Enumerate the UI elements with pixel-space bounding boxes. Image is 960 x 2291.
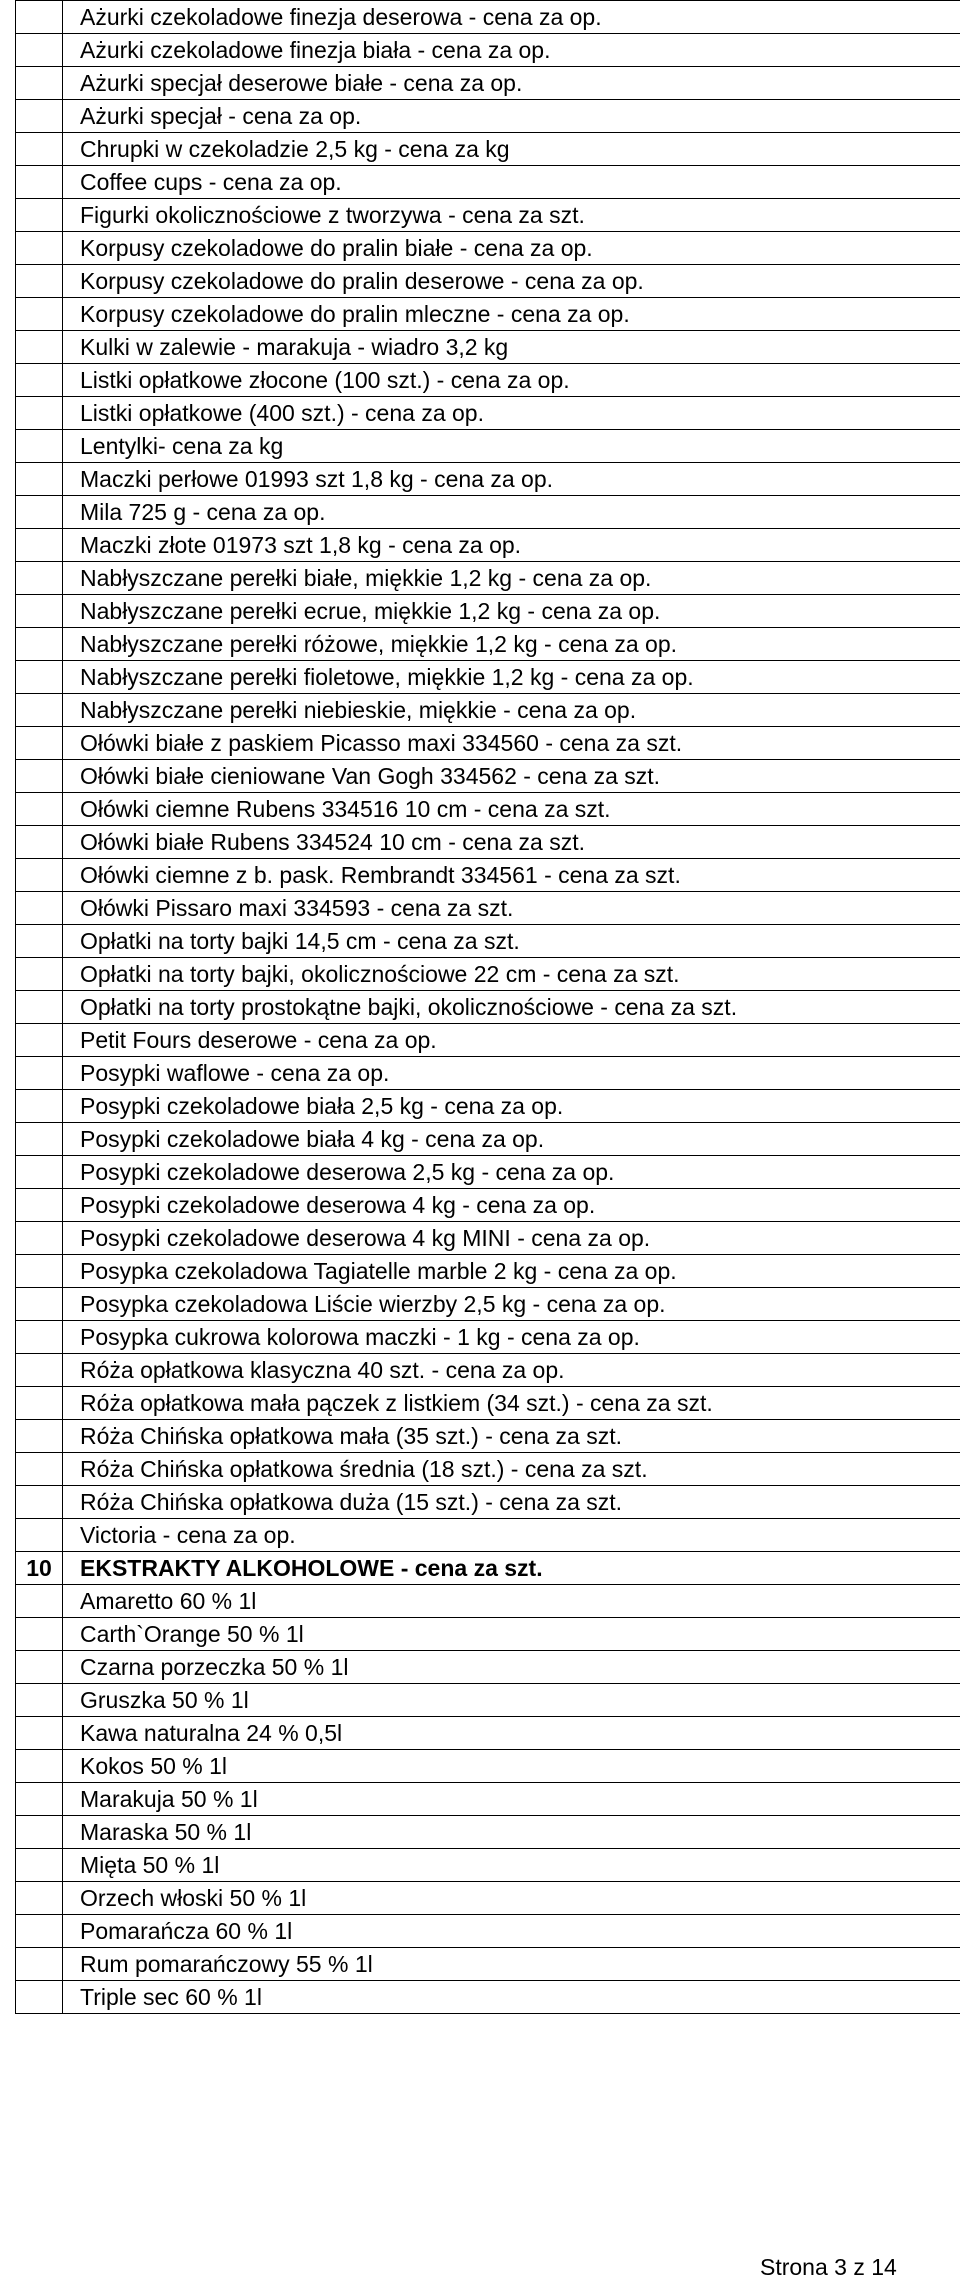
product-table-body bbox=[16, 1, 960, 2014]
product-name: Ołówki białe Rubens 334524 10 cm - cena za szt. bbox=[63, 826, 960, 859]
table-row bbox=[16, 1321, 960, 1354]
table-row bbox=[16, 1, 960, 34]
table-row bbox=[16, 1585, 960, 1618]
product-name: Pomarańcza 60 % 1l bbox=[63, 1915, 960, 1948]
product-name: Lentylki- cena za kg bbox=[63, 430, 960, 463]
table-row bbox=[16, 958, 960, 991]
row-number-cell bbox=[16, 1057, 63, 1090]
row-number-cell bbox=[16, 826, 63, 859]
product-name: Ażurki czekoladowe finezja deserowa - cena za op. bbox=[63, 1, 960, 34]
table-row bbox=[16, 1882, 960, 1915]
table-row bbox=[16, 463, 960, 496]
page-number: Strona 3 z 14 bbox=[760, 2254, 897, 2280]
product-name: Marakuja 50 % 1l bbox=[63, 1783, 960, 1816]
table-row bbox=[16, 859, 960, 892]
product-name: Nabłyszczane perełki ecrue, miękkie 1,2 kg - cena za op. bbox=[63, 595, 960, 628]
table-row bbox=[16, 1057, 960, 1090]
row-number-cell bbox=[16, 1156, 63, 1189]
row-number-cell bbox=[16, 529, 63, 562]
table-row bbox=[16, 1915, 960, 1948]
row-number-cell bbox=[16, 1453, 63, 1486]
product-name: Ołówki białe z paskiem Picasso maxi 334560 - cena za szt. bbox=[63, 727, 960, 760]
product-name: Róża opłatkowa klasyczna 40 szt. - cena za op. bbox=[63, 1354, 960, 1387]
row-number-cell bbox=[16, 1420, 63, 1453]
row-number-cell bbox=[16, 1222, 63, 1255]
row-number-cell bbox=[16, 991, 63, 1024]
table-row bbox=[16, 364, 960, 397]
row-number-cell bbox=[16, 1915, 63, 1948]
product-name: Opłatki na torty bajki 14,5 cm - cena za szt. bbox=[63, 925, 960, 958]
row-number-cell bbox=[16, 496, 63, 529]
row-number-cell bbox=[16, 1123, 63, 1156]
product-name: Korpusy czekoladowe do pralin mleczne - cena za op. bbox=[63, 298, 960, 331]
row-number-cell bbox=[16, 1354, 63, 1387]
product-name: Maczki perłowe 01993 szt 1,8 kg - cena za op. bbox=[63, 463, 960, 496]
row-number-cell bbox=[16, 364, 63, 397]
product-name: Róża Chińska opłatkowa mała (35 szt.) - cena za szt. bbox=[63, 1420, 960, 1453]
table-row bbox=[16, 1387, 960, 1420]
product-name: Ołówki Pissaro maxi 334593 - cena za szt. bbox=[63, 892, 960, 925]
row-number-cell bbox=[16, 1783, 63, 1816]
table-row bbox=[16, 925, 960, 958]
row-number-cell bbox=[16, 760, 63, 793]
product-name: Kokos 50 % 1l bbox=[63, 1750, 960, 1783]
table-row bbox=[16, 826, 960, 859]
product-name: Coffee cups - cena za op. bbox=[63, 166, 960, 199]
product-name: Petit Fours deserowe - cena za op. bbox=[63, 1024, 960, 1057]
row-number-cell bbox=[16, 1, 63, 34]
table-row bbox=[16, 34, 960, 67]
row-number-cell bbox=[16, 133, 63, 166]
product-name: Chrupki w czekoladzie 2,5 kg - cena za kg bbox=[63, 133, 960, 166]
table-row bbox=[16, 397, 960, 430]
table-row bbox=[16, 331, 960, 364]
table-row bbox=[16, 1288, 960, 1321]
row-number-cell bbox=[16, 628, 63, 661]
row-number-cell bbox=[16, 265, 63, 298]
table-row bbox=[16, 1750, 960, 1783]
table-row bbox=[16, 1519, 960, 1552]
table-row bbox=[16, 562, 960, 595]
product-name: Posypki czekoladowe biała 4 kg - cena za op. bbox=[63, 1123, 960, 1156]
table-row bbox=[16, 1255, 960, 1288]
table-row bbox=[16, 100, 960, 133]
row-number-cell bbox=[16, 1948, 63, 1981]
table-row bbox=[16, 1486, 960, 1519]
row-number-cell bbox=[16, 298, 63, 331]
row-number-cell bbox=[16, 1618, 63, 1651]
table-row bbox=[16, 1156, 960, 1189]
table-row bbox=[16, 1717, 960, 1750]
product-name: Kulki w zalewie - marakuja - wiadro 3,2 kg bbox=[63, 331, 960, 364]
product-name: Victoria - cena za op. bbox=[63, 1519, 960, 1552]
row-number-cell bbox=[16, 661, 63, 694]
table-row bbox=[16, 1948, 960, 1981]
product-table bbox=[15, 0, 960, 2014]
row-number-cell bbox=[16, 694, 63, 727]
product-name: Gruszka 50 % 1l bbox=[63, 1684, 960, 1717]
product-name: Maczki złote 01973 szt 1,8 kg - cena za op. bbox=[63, 529, 960, 562]
product-name: Nabłyszczane perełki różowe, miękkie 1,2 kg - cena za op. bbox=[63, 628, 960, 661]
table-row bbox=[16, 1189, 960, 1222]
row-number-cell bbox=[16, 1981, 63, 2014]
table-row bbox=[16, 1090, 960, 1123]
table-row bbox=[16, 199, 960, 232]
product-list-sheet bbox=[15, 0, 960, 2014]
row-number-cell bbox=[16, 1750, 63, 1783]
table-row bbox=[16, 661, 960, 694]
product-name: Posypka czekoladowa Liście wierzby 2,5 kg - cena za op. bbox=[63, 1288, 960, 1321]
table-row bbox=[16, 595, 960, 628]
product-name: Listki opłatkowe złocone (100 szt.) - cena za op. bbox=[63, 364, 960, 397]
row-number-cell bbox=[16, 562, 63, 595]
table-row bbox=[16, 430, 960, 463]
row-number-cell bbox=[16, 1651, 63, 1684]
product-name: Nabłyszczane perełki białe, miękkie 1,2 kg - cena za op. bbox=[63, 562, 960, 595]
product-name: Posypki czekoladowe deserowa 4 kg MINI - cena za op. bbox=[63, 1222, 960, 1255]
product-name: Róża Chińska opłatkowa duża (15 szt.) - cena za szt. bbox=[63, 1486, 960, 1519]
table-row bbox=[16, 1816, 960, 1849]
row-number-cell bbox=[16, 1090, 63, 1123]
table-row bbox=[16, 892, 960, 925]
table-row bbox=[16, 133, 960, 166]
row-number-cell bbox=[16, 1882, 63, 1915]
product-name: Amaretto 60 % 1l bbox=[63, 1585, 960, 1618]
row-number-cell bbox=[16, 166, 63, 199]
product-name: Maraska 50 % 1l bbox=[63, 1816, 960, 1849]
table-row bbox=[16, 1024, 960, 1057]
product-name: Ołówki ciemne Rubens 334516 10 cm - cena za szt. bbox=[63, 793, 960, 826]
product-name: Orzech włoski 50 % 1l bbox=[63, 1882, 960, 1915]
product-name: Posypki waflowe - cena za op. bbox=[63, 1057, 960, 1090]
product-name: Korpusy czekoladowe do pralin deserowe - cena za op. bbox=[63, 265, 960, 298]
row-number-cell bbox=[16, 1387, 63, 1420]
row-number-cell bbox=[16, 430, 63, 463]
product-name: Ażurki czekoladowe finezja biała - cena za op. bbox=[63, 34, 960, 67]
row-number-cell bbox=[16, 1684, 63, 1717]
table-row bbox=[16, 1354, 960, 1387]
row-number-cell bbox=[16, 1189, 63, 1222]
table-row bbox=[16, 760, 960, 793]
section-title: EKSTRAKTY ALKOHOLOWE - cena za szt. bbox=[63, 1552, 960, 1585]
table-row bbox=[16, 298, 960, 331]
table-row bbox=[16, 628, 960, 661]
table-row bbox=[16, 166, 960, 199]
row-number-cell bbox=[16, 925, 63, 958]
row-number-cell bbox=[16, 1255, 63, 1288]
section-header-row bbox=[16, 1552, 960, 1585]
row-number-cell bbox=[16, 463, 63, 496]
row-number-cell bbox=[16, 1849, 63, 1882]
product-name: Ołówki ciemne z b. pask. Rembrandt 334561 - cena za szt. bbox=[63, 859, 960, 892]
product-name: Rum pomarańczowy 55 % 1l bbox=[63, 1948, 960, 1981]
row-number-cell bbox=[16, 595, 63, 628]
product-name: Triple sec 60 % 1l bbox=[63, 1981, 960, 2014]
section-number: 10 bbox=[16, 1552, 63, 1585]
row-number-cell bbox=[16, 1024, 63, 1057]
table-row bbox=[16, 694, 960, 727]
product-name: Róża opłatkowa mała pączek z listkiem (34 szt.) - cena za szt. bbox=[63, 1387, 960, 1420]
table-row bbox=[16, 67, 960, 100]
row-number-cell bbox=[16, 1585, 63, 1618]
product-name: Posypki czekoladowe biała 2,5 kg - cena za op. bbox=[63, 1090, 960, 1123]
table-row bbox=[16, 1453, 960, 1486]
product-name: Róża Chińska opłatkowa średnia (18 szt.) - cena za szt. bbox=[63, 1453, 960, 1486]
row-number-cell bbox=[16, 859, 63, 892]
row-number-cell bbox=[16, 100, 63, 133]
product-name: Carth`Orange 50 % 1l bbox=[63, 1618, 960, 1651]
table-row bbox=[16, 1849, 960, 1882]
product-name: Mięta 50 % 1l bbox=[63, 1849, 960, 1882]
table-row bbox=[16, 529, 960, 562]
product-name: Kawa naturalna 24 % 0,5l bbox=[63, 1717, 960, 1750]
row-number-cell bbox=[16, 199, 63, 232]
product-name: Korpusy czekoladowe do pralin białe - cena za op. bbox=[63, 232, 960, 265]
table-row bbox=[16, 1783, 960, 1816]
table-row bbox=[16, 1684, 960, 1717]
product-name: Mila 725 g - cena za op. bbox=[63, 496, 960, 529]
table-row bbox=[16, 727, 960, 760]
table-row bbox=[16, 1420, 960, 1453]
row-number-cell bbox=[16, 727, 63, 760]
product-name: Posypki czekoladowe deserowa 4 kg - cena za op. bbox=[63, 1189, 960, 1222]
table-row bbox=[16, 496, 960, 529]
row-number-cell bbox=[16, 958, 63, 991]
row-number-cell bbox=[16, 1486, 63, 1519]
table-row bbox=[16, 991, 960, 1024]
product-name: Posypka cukrowa kolorowa maczki - 1 kg - cena za op. bbox=[63, 1321, 960, 1354]
table-row bbox=[16, 1123, 960, 1156]
row-number-cell bbox=[16, 331, 63, 364]
product-name: Ołówki białe cieniowane Van Gogh 334562 - cena za szt. bbox=[63, 760, 960, 793]
row-number-cell bbox=[16, 397, 63, 430]
row-number-cell bbox=[16, 1519, 63, 1552]
row-number-cell bbox=[16, 34, 63, 67]
table-row bbox=[16, 1651, 960, 1684]
product-name: Listki opłatkowe (400 szt.) - cena za op. bbox=[63, 397, 960, 430]
product-name: Nabłyszczane perełki fioletowe, miękkie 1,2 kg - cena za op. bbox=[63, 661, 960, 694]
product-name: Figurki okolicznościowe z tworzywa - cena za szt. bbox=[63, 199, 960, 232]
table-row bbox=[16, 1981, 960, 2014]
product-name: Posypka czekoladowa Tagiatelle marble 2 kg - cena za op. bbox=[63, 1255, 960, 1288]
product-name: Czarna porzeczka 50 % 1l bbox=[63, 1651, 960, 1684]
row-number-cell bbox=[16, 1288, 63, 1321]
table-row bbox=[16, 232, 960, 265]
product-name: Opłatki na torty bajki, okolicznościowe 22 cm - cena za szt. bbox=[63, 958, 960, 991]
row-number-cell bbox=[16, 232, 63, 265]
row-number-cell bbox=[16, 1816, 63, 1849]
row-number-cell bbox=[16, 793, 63, 826]
product-name: Posypki czekoladowe deserowa 2,5 kg - cena za op. bbox=[63, 1156, 960, 1189]
table-row bbox=[16, 1618, 960, 1651]
product-name: Ażurki specjał deserowe białe - cena za op. bbox=[63, 67, 960, 100]
row-number-cell bbox=[16, 892, 63, 925]
row-number-cell bbox=[16, 1321, 63, 1354]
product-name: Ażurki specjał - cena za op. bbox=[63, 100, 960, 133]
row-number-cell bbox=[16, 67, 63, 100]
product-name: Nabłyszczane perełki niebieskie, miękkie - cena za op. bbox=[63, 694, 960, 727]
table-row bbox=[16, 793, 960, 826]
table-row bbox=[16, 1222, 960, 1255]
table-row bbox=[16, 265, 960, 298]
row-number-cell bbox=[16, 1717, 63, 1750]
product-name: Opłatki na torty prostokątne bajki, okolicznościowe - cena za szt. bbox=[63, 991, 960, 1024]
